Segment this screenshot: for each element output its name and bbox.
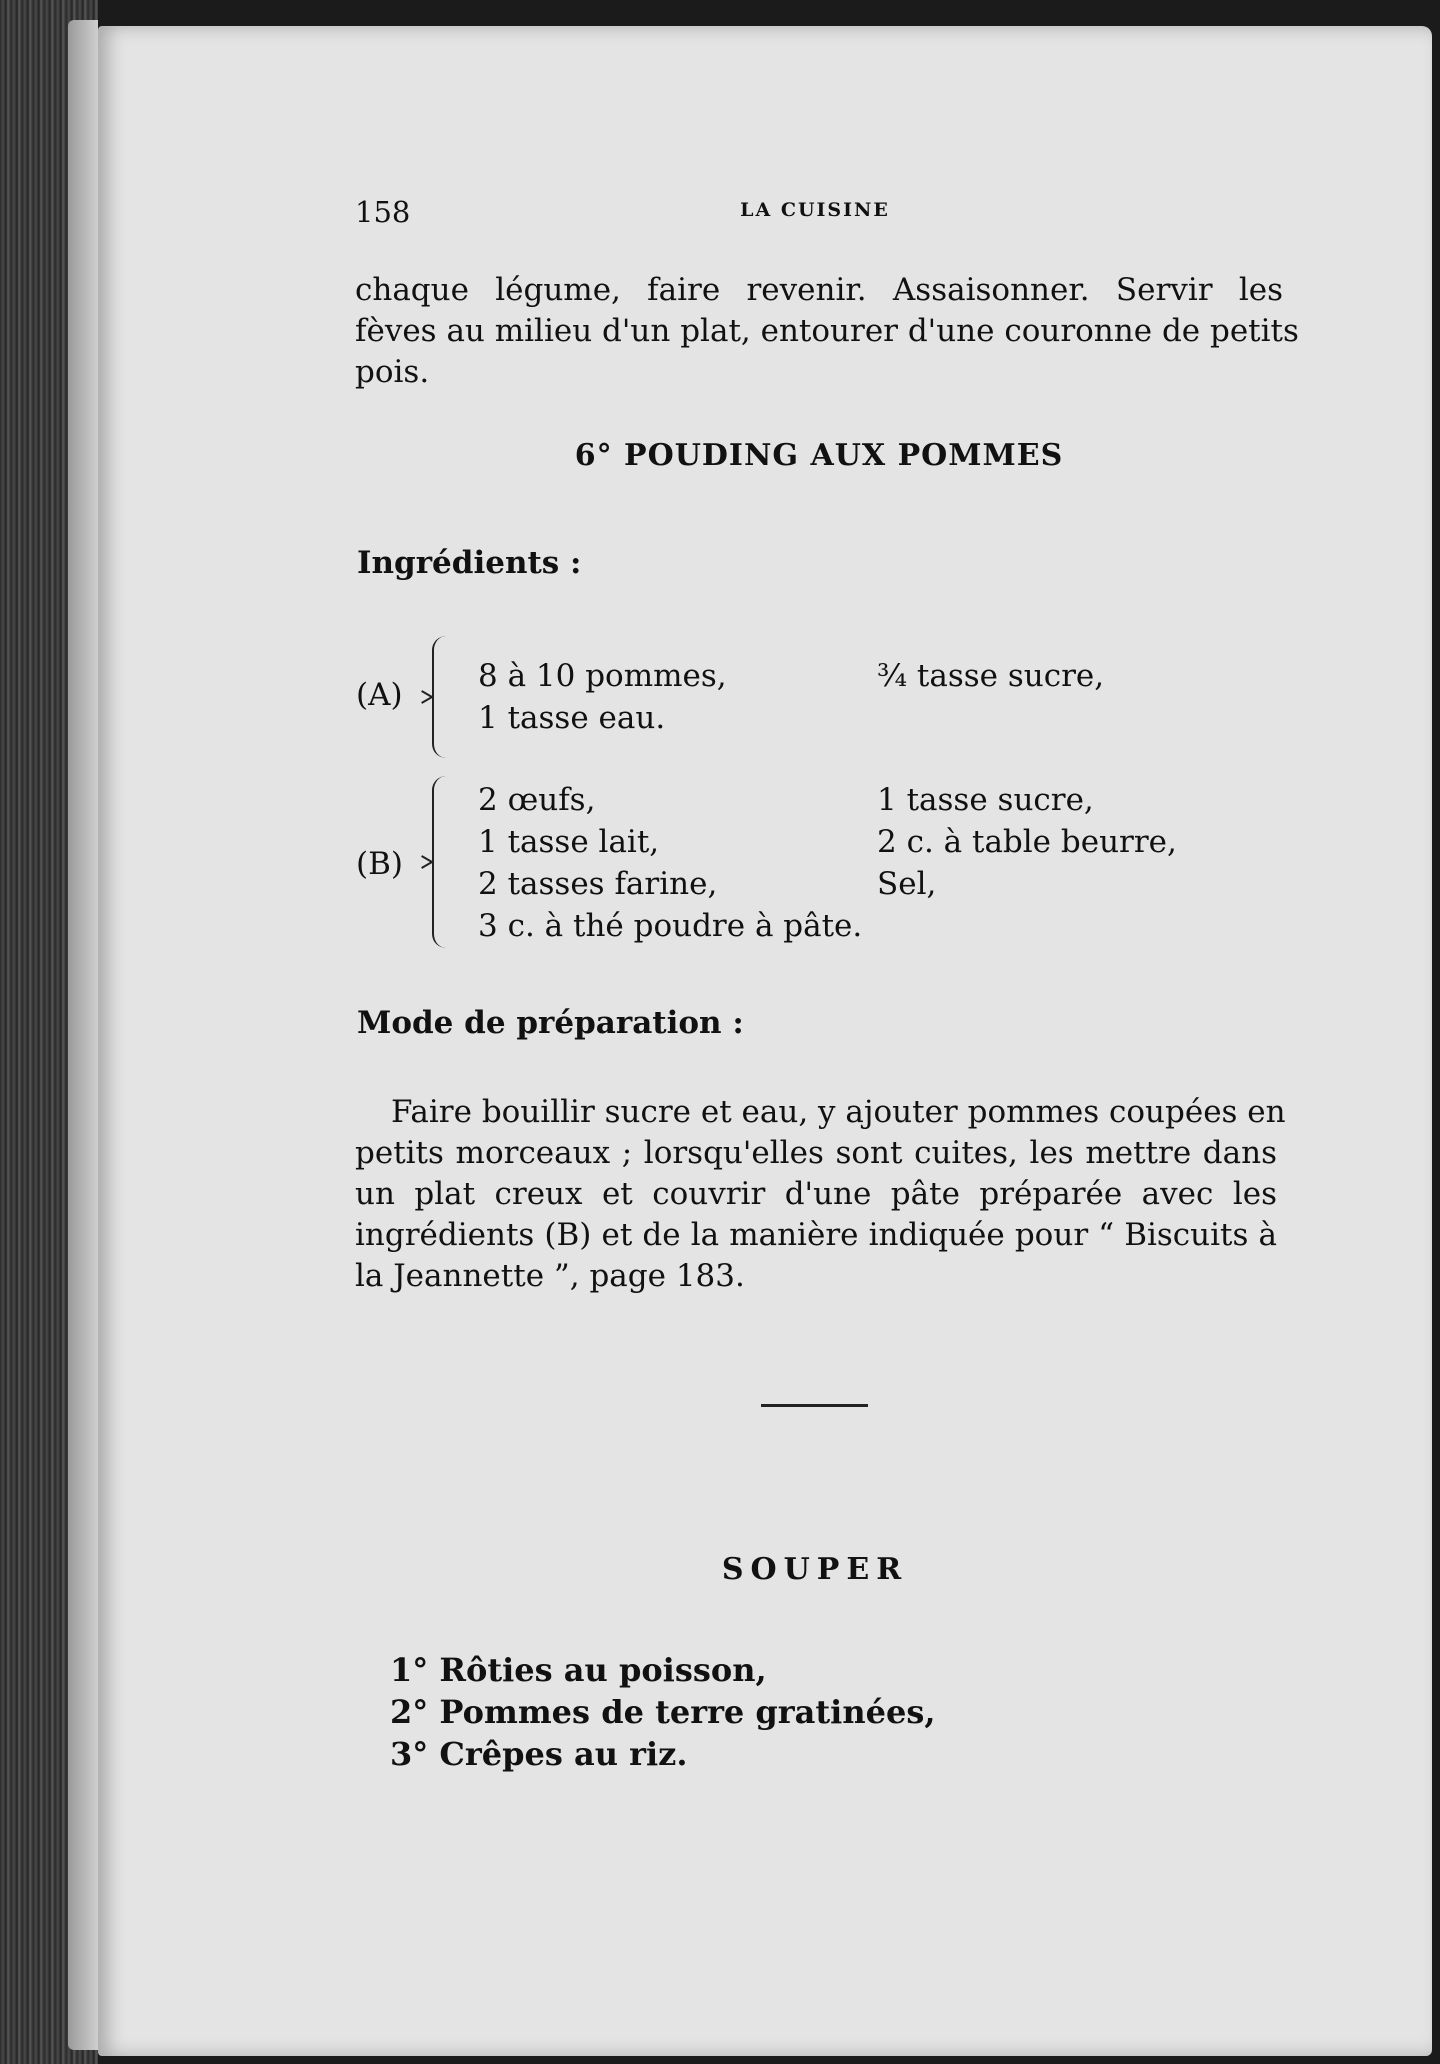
group-b-right-list <box>877 779 1177 905</box>
ingredient-item: ¾ tasse sucre, <box>877 658 1105 694</box>
souper-title: SOUPER <box>721 1552 909 1587</box>
recipe-title: 6° POUDING AUX POMMES <box>574 438 1064 473</box>
method-line: la Jeannette ”, page 183. <box>355 1258 745 1294</box>
ingredient-item: 2 c. à table beurre, <box>877 824 1177 860</box>
method-label: Mode de préparation : <box>357 1005 744 1041</box>
intro-paragraph <box>355 270 1299 393</box>
ingredient-item: 2 œufs, <box>478 782 596 818</box>
group-b-label: (B) <box>356 846 403 882</box>
group-a-brace <box>432 636 452 758</box>
ingredient-item: 1 tasse eau. <box>478 700 666 736</box>
ingredient-item: 3 c. à thé poudre à pâte. <box>478 908 863 944</box>
page-number: 158 <box>355 195 411 229</box>
running-head <box>355 195 1275 231</box>
section-divider <box>761 1404 868 1407</box>
group-a-label: (A) <box>356 677 403 713</box>
group-b-left-list <box>478 779 862 947</box>
menu-item: 3° Crêpes au riz. <box>390 1735 688 1773</box>
ingredient-item: 1 tasse sucre, <box>877 782 1094 818</box>
ingredient-item: Sel, <box>877 866 937 902</box>
running-title: LA CUISINE <box>740 199 890 221</box>
ingredient-item: 1 tasse lait, <box>478 824 660 860</box>
souper-menu-list <box>390 1649 935 1775</box>
intro-line: pois. <box>355 354 430 390</box>
method-line: petits morceaux ; lorsqu'elles sont cuites, les mettre dans <box>355 1135 1277 1171</box>
method-line: Faire bouillir sucre et eau, y ajouter pommes coupées en <box>391 1094 1286 1130</box>
method-paragraph <box>355 1092 1286 1297</box>
ingredients-label: Ingrédients : <box>357 545 582 581</box>
method-line: ingrédients (B) et de la manière indiquée pour “ Biscuits à <box>355 1217 1277 1253</box>
intro-line: fèves au milieu d'un plat, entourer d'une couronne de petits <box>355 313 1299 349</box>
intro-line: chaque légume, faire revenir. Assaisonner. Servir les <box>355 272 1283 308</box>
group-a-right-list <box>877 655 1104 697</box>
book-gutter <box>68 20 98 2050</box>
menu-item: 1° Rôties au poisson, <box>390 1651 767 1689</box>
ingredient-item: 2 tasses farine, <box>478 866 718 902</box>
method-line: un plat creux et couvrir d'une pâte préparée avec les <box>355 1176 1277 1212</box>
group-a-left-list <box>478 655 727 739</box>
group-b-brace <box>432 776 452 948</box>
ingredient-item: 8 à 10 pommes, <box>478 658 727 694</box>
menu-item: 2° Pommes de terre gratinées, <box>390 1693 936 1731</box>
